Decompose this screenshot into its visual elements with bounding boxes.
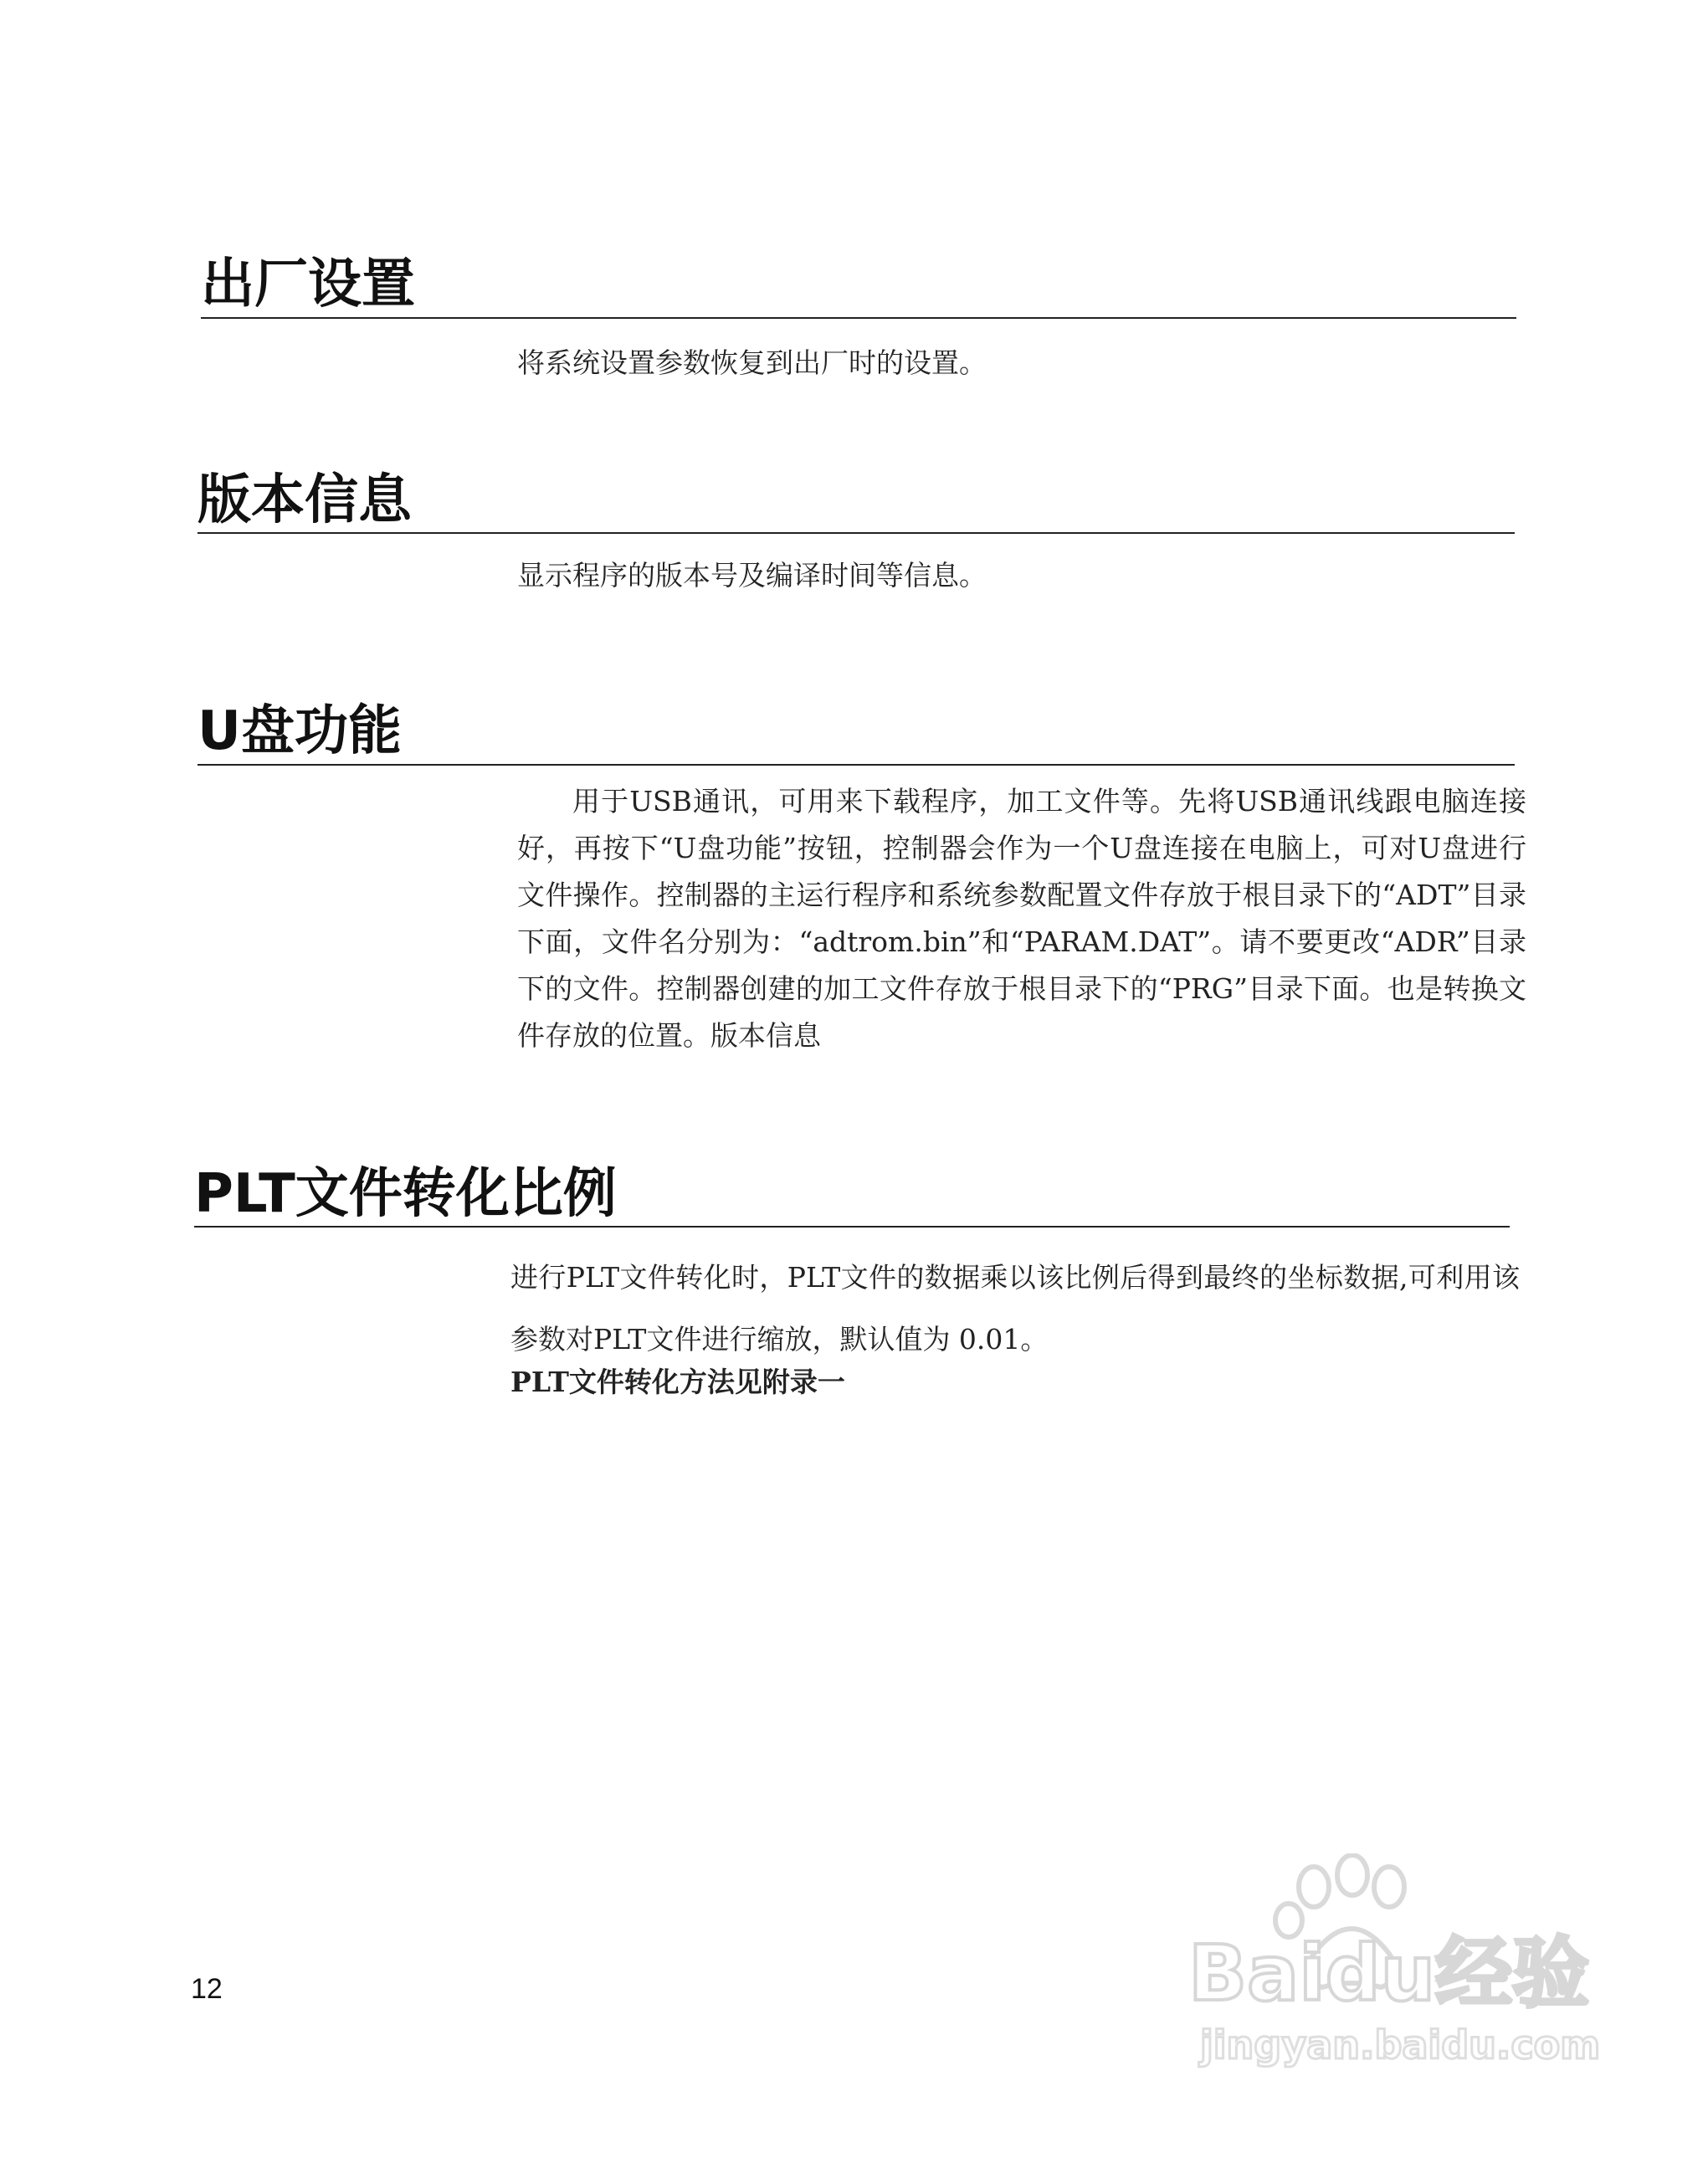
heading-rule <box>201 317 1516 319</box>
plt-appendix-note: PLT文件转化方法见附录一 <box>510 1366 845 1398</box>
watermark-url: jingyan.baidu.com <box>1200 2022 1601 2068</box>
section-heading-version-info: 版本信息 <box>197 469 412 531</box>
heading-rule <box>194 1226 1510 1228</box>
section-body-plt-scale: 进行PLT文件转化时，PLT文件的数据乘以该比例后得到最终的坐标数据,可利用该参数对PLT文件进行缩放，默认值为 0.01。 <box>510 1261 1520 1356</box>
section-heading-plt-scale: PLT文件转化比例 <box>194 1163 617 1225</box>
section-body-version-info: 显示程序的版本号及编译时间等信息。 <box>517 559 987 592</box>
section-body-usb-function: 用于USB通讯，可用来下载程序，加工文件等。先将USB通讯线跟电脑连接好，再按下“U盘功能”按钮，控制器会作为一个U盘连接在电脑上，可对U盘进行文件操作。控制器的主运行程序和系统参数配置文件存放于根目录下的“ADT”目录下面，文件名分别为：“adtrom.bin”和“PARAM.DAT”。请不要更改“ADR”目录下的文件。控制器创建的加工文件存放于根目录下的“PRG”目录下面。也是转换文件存放的位置。版本信息 <box>517 785 1526 1052</box>
page-number: 12 <box>191 1973 223 2005</box>
heading-rule <box>197 764 1515 766</box>
baidu-jingyan-watermark <box>1180 1853 1615 2071</box>
section-heading-usb-function: U盘功能 <box>197 700 402 762</box>
watermark-brand: Baidu经验 <box>1188 1929 1590 2018</box>
section-heading-factory-reset: 出厂设置 <box>201 254 415 315</box>
section-body-factory-reset: 将系统设置参数恢复到出厂时的设置。 <box>517 346 987 379</box>
heading-rule <box>197 532 1515 534</box>
